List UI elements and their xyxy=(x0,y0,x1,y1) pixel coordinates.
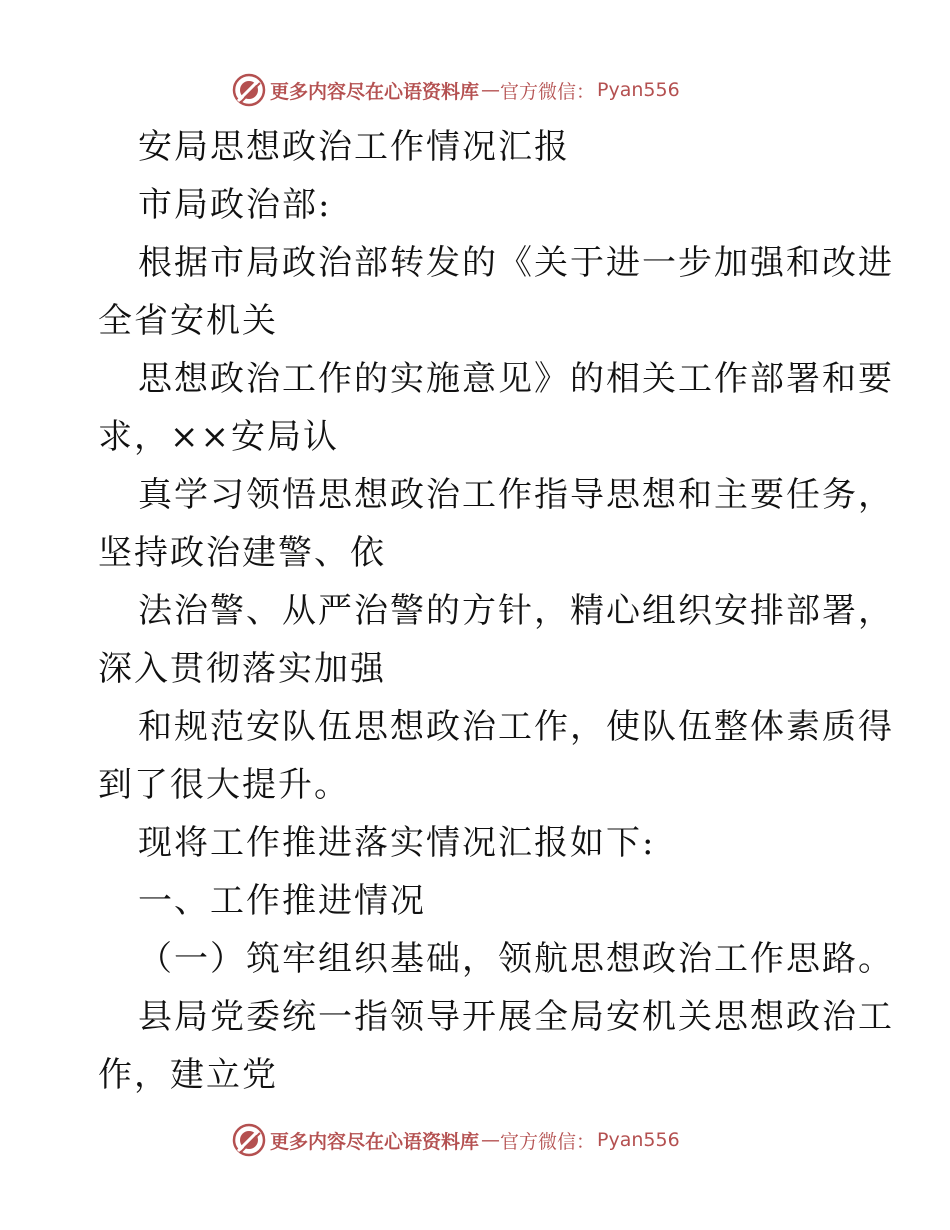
text-line: 一、工作推进情况 xyxy=(138,881,426,921)
text-line: 法治警、从严治警的方针，精心组织安排部署， xyxy=(138,591,894,631)
text-line: （一）筑牢组织基础，领航思想政治工作思路。 xyxy=(138,939,894,979)
text-line: 安局思想政治工作情况汇报 xyxy=(138,127,570,167)
banner-dash: — xyxy=(481,1129,501,1151)
banner-sub-prefix: 官方微信： xyxy=(500,80,596,103)
text-line: 和规范安队伍思想政治工作，使队伍整体素质得 xyxy=(138,707,894,747)
text-line: 坚持政治建警、依 xyxy=(98,533,386,573)
document-body xyxy=(98,118,894,1104)
banner-dash: — xyxy=(481,79,501,101)
text-line: 根据市局政治部转发的《关于进一步加强和改进 xyxy=(138,243,894,283)
banner-main-text: 更多内容尽在心语资料库 xyxy=(270,1130,480,1153)
header-banner xyxy=(232,72,680,108)
banner-sub-prefix: 官方微信： xyxy=(500,1130,596,1153)
text-line: 作，建立党 xyxy=(98,1055,278,1095)
footer-banner xyxy=(232,1122,680,1158)
banner-main-text: 更多内容尽在心语资料库 xyxy=(270,80,480,103)
text-line: 现将工作推进落实情况汇报如下: xyxy=(138,823,656,863)
pen-seal-icon xyxy=(232,1123,266,1157)
text-line: 思想政治工作的实施意见》的相关工作部署和要 xyxy=(138,359,894,399)
text-line: 真学习领悟思想政治工作指导思想和主要任务， xyxy=(138,475,894,515)
text-line: 市局政治部: xyxy=(138,185,332,225)
text-line: 到了很大提升。 xyxy=(98,765,350,805)
banner-wechat-id: Pyan556 xyxy=(597,79,680,101)
text-line: 深入贯彻落实加强 xyxy=(98,649,386,689)
text-line: 求，××安局认 xyxy=(98,417,339,457)
banner-wechat-id: Pyan556 xyxy=(597,1129,680,1151)
pen-seal-icon xyxy=(232,73,266,107)
text-line: 县局党委统一指领导开展全局安机关思想政治工 xyxy=(138,997,894,1037)
text-line: 全省安机关 xyxy=(98,301,278,341)
